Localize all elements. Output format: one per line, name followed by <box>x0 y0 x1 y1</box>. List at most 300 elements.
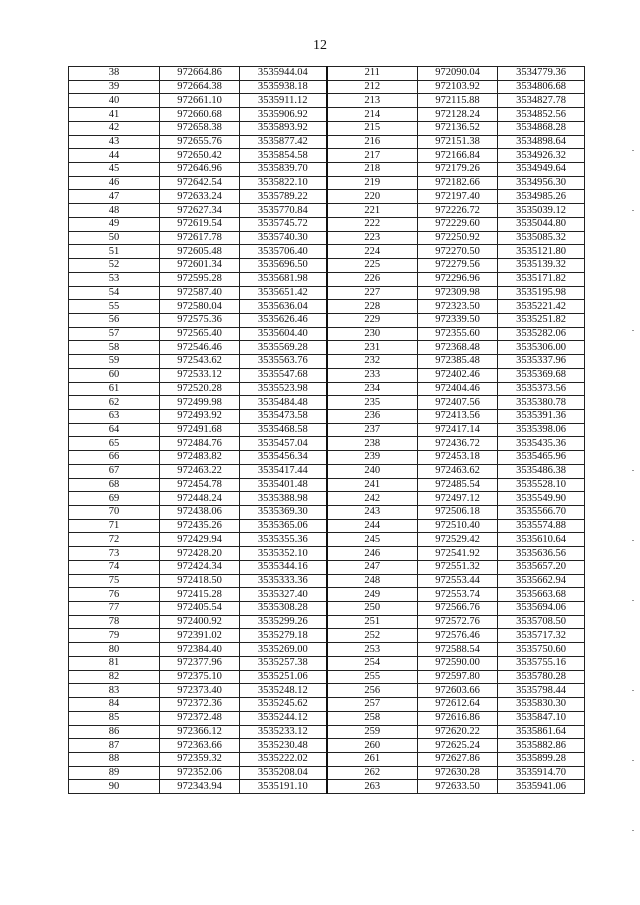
point-number-left: 68 <box>69 478 160 492</box>
y-coordinate-right: 3535373.56 <box>498 382 585 396</box>
y-coordinate-left: 3535352.10 <box>240 547 327 561</box>
x-coordinate-left: 972373.40 <box>160 684 240 698</box>
x-coordinate-left: 972601.34 <box>160 259 240 273</box>
y-coordinate-right: 3535882.86 <box>498 739 585 753</box>
x-coordinate-right: 972506.18 <box>418 506 498 520</box>
table-row <box>69 382 585 396</box>
y-coordinate-right: 3534985.26 <box>498 190 585 204</box>
table-row <box>69 94 585 108</box>
scan-mark <box>632 690 634 691</box>
y-coordinate-right: 3535610.64 <box>498 533 585 547</box>
y-coordinate-left: 3535626.46 <box>240 313 327 327</box>
table-row <box>69 560 585 574</box>
point-number-left: 41 <box>69 108 160 122</box>
table-row <box>69 478 585 492</box>
point-number-right: 226 <box>327 272 418 286</box>
y-coordinate-right: 3535574.88 <box>498 519 585 533</box>
y-coordinate-left: 3535308.28 <box>240 602 327 616</box>
point-number-right: 257 <box>327 698 418 712</box>
y-coordinate-right: 3534827.78 <box>498 94 585 108</box>
table-row <box>69 355 585 369</box>
x-coordinate-right: 972413.56 <box>418 409 498 423</box>
x-coordinate-right: 972616.86 <box>418 711 498 725</box>
y-coordinate-left: 3535344.16 <box>240 560 327 574</box>
point-number-right: 221 <box>327 204 418 218</box>
x-coordinate-left: 972633.24 <box>160 190 240 204</box>
y-coordinate-right: 3534949.64 <box>498 163 585 177</box>
y-coordinate-left: 3535299.26 <box>240 615 327 629</box>
point-number-right: 251 <box>327 615 418 629</box>
x-coordinate-left: 972359.32 <box>160 752 240 766</box>
y-coordinate-left: 3535401.48 <box>240 478 327 492</box>
x-coordinate-left: 972655.76 <box>160 135 240 149</box>
scan-mark <box>632 330 634 331</box>
point-number-left: 88 <box>69 752 160 766</box>
x-coordinate-left: 972372.48 <box>160 711 240 725</box>
x-coordinate-left: 972543.62 <box>160 355 240 369</box>
table-row <box>69 286 585 300</box>
y-coordinate-left: 3535355.36 <box>240 533 327 547</box>
y-coordinate-left: 3535770.84 <box>240 204 327 218</box>
y-coordinate-right: 3535657.20 <box>498 560 585 574</box>
point-number-right: 254 <box>327 656 418 670</box>
y-coordinate-left: 3535854.58 <box>240 149 327 163</box>
y-coordinate-left: 3535569.28 <box>240 341 327 355</box>
table-row <box>69 574 585 588</box>
page-number: 12 <box>313 38 327 53</box>
point-number-left: 83 <box>69 684 160 698</box>
y-coordinate-left: 3535456.34 <box>240 451 327 465</box>
y-coordinate-left: 3535473.58 <box>240 409 327 423</box>
y-coordinate-right: 3535398.06 <box>498 423 585 437</box>
table-row <box>69 725 585 739</box>
point-number-right: 239 <box>327 451 418 465</box>
point-number-left: 86 <box>69 725 160 739</box>
table-row <box>69 272 585 286</box>
point-number-left: 78 <box>69 615 160 629</box>
x-coordinate-right: 972627.86 <box>418 752 498 766</box>
y-coordinate-left: 3535938.18 <box>240 80 327 94</box>
table-row <box>69 396 585 410</box>
point-number-right: 261 <box>327 752 418 766</box>
y-coordinate-right: 3535139.32 <box>498 259 585 273</box>
x-coordinate-left: 972664.38 <box>160 80 240 94</box>
x-coordinate-right: 972128.24 <box>418 108 498 122</box>
x-coordinate-right: 972463.62 <box>418 464 498 478</box>
point-number-right: 225 <box>327 259 418 273</box>
point-number-right: 249 <box>327 588 418 602</box>
point-number-right: 242 <box>327 492 418 506</box>
x-coordinate-left: 972580.04 <box>160 300 240 314</box>
table-row <box>69 135 585 149</box>
y-coordinate-left: 3535279.18 <box>240 629 327 643</box>
y-coordinate-left: 3535251.06 <box>240 670 327 684</box>
y-coordinate-left: 3535563.76 <box>240 355 327 369</box>
x-coordinate-left: 972429.94 <box>160 533 240 547</box>
y-coordinate-left: 3535484.48 <box>240 396 327 410</box>
y-coordinate-left: 3535191.10 <box>240 780 327 794</box>
x-coordinate-left: 972400.92 <box>160 615 240 629</box>
x-coordinate-right: 972402.46 <box>418 368 498 382</box>
point-number-left: 82 <box>69 670 160 684</box>
point-number-right: 240 <box>327 464 418 478</box>
y-coordinate-right: 3535914.70 <box>498 766 585 780</box>
y-coordinate-right: 3535391.36 <box>498 409 585 423</box>
point-number-left: 63 <box>69 409 160 423</box>
x-coordinate-right: 972309.98 <box>418 286 498 300</box>
y-coordinate-left: 3535327.40 <box>240 588 327 602</box>
table-row <box>69 643 585 657</box>
y-coordinate-left: 3535333.36 <box>240 574 327 588</box>
point-number-left: 54 <box>69 286 160 300</box>
point-number-right: 235 <box>327 396 418 410</box>
point-number-left: 90 <box>69 780 160 794</box>
x-coordinate-left: 972575.36 <box>160 313 240 327</box>
point-number-left: 87 <box>69 739 160 753</box>
point-number-right: 262 <box>327 766 418 780</box>
x-coordinate-right: 972510.40 <box>418 519 498 533</box>
y-coordinate-right: 3535369.68 <box>498 368 585 382</box>
point-number-left: 72 <box>69 533 160 547</box>
y-coordinate-left: 3535468.58 <box>240 423 327 437</box>
point-number-left: 58 <box>69 341 160 355</box>
point-number-left: 69 <box>69 492 160 506</box>
point-number-left: 77 <box>69 602 160 616</box>
point-number-left: 40 <box>69 94 160 108</box>
table-row <box>69 423 585 437</box>
table-row <box>69 190 585 204</box>
point-number-right: 243 <box>327 506 418 520</box>
point-number-right: 217 <box>327 149 418 163</box>
point-number-right: 245 <box>327 533 418 547</box>
table-row <box>69 464 585 478</box>
x-coordinate-right: 972436.72 <box>418 437 498 451</box>
point-number-left: 62 <box>69 396 160 410</box>
point-number-left: 48 <box>69 204 160 218</box>
y-coordinate-right: 3535251.82 <box>498 313 585 327</box>
point-number-left: 53 <box>69 272 160 286</box>
y-coordinate-right: 3534868.28 <box>498 121 585 135</box>
table-row <box>69 656 585 670</box>
table-row <box>69 409 585 423</box>
coordinates-table-body <box>69 67 585 794</box>
y-coordinate-left: 3535244.12 <box>240 711 327 725</box>
point-number-left: 70 <box>69 506 160 520</box>
point-number-right: 255 <box>327 670 418 684</box>
point-number-left: 66 <box>69 451 160 465</box>
x-coordinate-right: 972553.44 <box>418 574 498 588</box>
x-coordinate-left: 972661.10 <box>160 94 240 108</box>
table-row <box>69 492 585 506</box>
y-coordinate-right: 3535694.06 <box>498 602 585 616</box>
y-coordinate-left: 3535222.02 <box>240 752 327 766</box>
point-number-left: 84 <box>69 698 160 712</box>
y-coordinate-right: 3535528.10 <box>498 478 585 492</box>
x-coordinate-right: 972417.14 <box>418 423 498 437</box>
point-number-left: 67 <box>69 464 160 478</box>
point-number-left: 50 <box>69 231 160 245</box>
x-coordinate-right: 972090.04 <box>418 67 498 81</box>
x-coordinate-right: 972166.84 <box>418 149 498 163</box>
point-number-right: 247 <box>327 560 418 574</box>
x-coordinate-left: 972646.96 <box>160 163 240 177</box>
x-coordinate-left: 972375.10 <box>160 670 240 684</box>
x-coordinate-left: 972491.68 <box>160 423 240 437</box>
point-number-left: 64 <box>69 423 160 437</box>
x-coordinate-left: 972520.28 <box>160 382 240 396</box>
x-coordinate-right: 972279.56 <box>418 259 498 273</box>
table-row <box>69 300 585 314</box>
x-coordinate-right: 972226.72 <box>418 204 498 218</box>
point-number-right: 256 <box>327 684 418 698</box>
table-row <box>69 519 585 533</box>
point-number-right: 231 <box>327 341 418 355</box>
y-coordinate-right: 3535636.56 <box>498 547 585 561</box>
scan-edge-marks <box>630 0 634 905</box>
x-coordinate-right: 972485.54 <box>418 478 498 492</box>
point-number-right: 258 <box>327 711 418 725</box>
y-coordinate-left: 3535208.04 <box>240 766 327 780</box>
x-coordinate-right: 972625.24 <box>418 739 498 753</box>
y-coordinate-right: 3535337.96 <box>498 355 585 369</box>
point-number-left: 75 <box>69 574 160 588</box>
x-coordinate-left: 972642.54 <box>160 176 240 190</box>
x-coordinate-left: 972415.28 <box>160 588 240 602</box>
y-coordinate-left: 3535944.04 <box>240 67 327 81</box>
scan-mark <box>632 830 634 831</box>
table-row <box>69 245 585 259</box>
y-coordinate-right: 3535195.98 <box>498 286 585 300</box>
point-number-left: 89 <box>69 766 160 780</box>
point-number-right: 212 <box>327 80 418 94</box>
point-number-right: 259 <box>327 725 418 739</box>
scan-mark <box>632 470 634 471</box>
x-coordinate-left: 972499.98 <box>160 396 240 410</box>
x-coordinate-right: 972296.96 <box>418 272 498 286</box>
point-number-left: 47 <box>69 190 160 204</box>
x-coordinate-right: 972182.66 <box>418 176 498 190</box>
x-coordinate-left: 972605.48 <box>160 245 240 259</box>
x-coordinate-left: 972664.86 <box>160 67 240 81</box>
table-row <box>69 588 585 602</box>
point-number-right: 250 <box>327 602 418 616</box>
table-row <box>69 506 585 520</box>
x-coordinate-right: 972179.26 <box>418 163 498 177</box>
y-coordinate-right: 3534852.56 <box>498 108 585 122</box>
y-coordinate-left: 3535906.92 <box>240 108 327 122</box>
x-coordinate-left: 972619.54 <box>160 217 240 231</box>
point-number-left: 76 <box>69 588 160 602</box>
table-row <box>69 684 585 698</box>
y-coordinate-left: 3535417.44 <box>240 464 327 478</box>
x-coordinate-left: 972363.66 <box>160 739 240 753</box>
x-coordinate-left: 972438.06 <box>160 506 240 520</box>
y-coordinate-right: 3535171.82 <box>498 272 585 286</box>
x-coordinate-left: 972448.24 <box>160 492 240 506</box>
point-number-left: 61 <box>69 382 160 396</box>
table-row <box>69 231 585 245</box>
point-number-left: 44 <box>69 149 160 163</box>
table-row <box>69 217 585 231</box>
point-number-left: 42 <box>69 121 160 135</box>
point-number-left: 55 <box>69 300 160 314</box>
x-coordinate-right: 972323.50 <box>418 300 498 314</box>
x-coordinate-right: 972597.80 <box>418 670 498 684</box>
x-coordinate-right: 972633.50 <box>418 780 498 794</box>
point-number-right: 241 <box>327 478 418 492</box>
table-row <box>69 163 585 177</box>
table-row <box>69 121 585 135</box>
y-coordinate-right: 3535798.44 <box>498 684 585 698</box>
x-coordinate-left: 972493.92 <box>160 409 240 423</box>
y-coordinate-right: 3535717.32 <box>498 629 585 643</box>
point-number-left: 52 <box>69 259 160 273</box>
y-coordinate-right: 3535830.30 <box>498 698 585 712</box>
y-coordinate-right: 3535221.42 <box>498 300 585 314</box>
y-coordinate-right: 3535662.94 <box>498 574 585 588</box>
point-number-right: 219 <box>327 176 418 190</box>
table-row <box>69 547 585 561</box>
point-number-right: 211 <box>327 67 418 81</box>
point-number-left: 71 <box>69 519 160 533</box>
x-coordinate-right: 972551.32 <box>418 560 498 574</box>
table-row <box>69 259 585 273</box>
x-coordinate-left: 972366.12 <box>160 725 240 739</box>
table-row <box>69 149 585 163</box>
y-coordinate-left: 3535257.38 <box>240 656 327 670</box>
point-number-left: 80 <box>69 643 160 657</box>
table-row <box>69 533 585 547</box>
y-coordinate-right: 3534898.64 <box>498 135 585 149</box>
x-coordinate-right: 972553.74 <box>418 588 498 602</box>
y-coordinate-left: 3535388.98 <box>240 492 327 506</box>
point-number-right: 218 <box>327 163 418 177</box>
table-row <box>69 670 585 684</box>
x-coordinate-right: 972566.76 <box>418 602 498 616</box>
y-coordinate-left: 3535789.22 <box>240 190 327 204</box>
x-coordinate-right: 972250.92 <box>418 231 498 245</box>
y-coordinate-left: 3535911.12 <box>240 94 327 108</box>
x-coordinate-left: 972484.76 <box>160 437 240 451</box>
y-coordinate-right: 3535380.78 <box>498 396 585 410</box>
y-coordinate-right: 3535847.10 <box>498 711 585 725</box>
y-coordinate-right: 3534806.68 <box>498 80 585 94</box>
x-coordinate-left: 972595.28 <box>160 272 240 286</box>
x-coordinate-right: 972588.54 <box>418 643 498 657</box>
y-coordinate-right: 3535435.36 <box>498 437 585 451</box>
point-number-right: 220 <box>327 190 418 204</box>
point-number-left: 43 <box>69 135 160 149</box>
y-coordinate-left: 3535523.98 <box>240 382 327 396</box>
point-number-right: 232 <box>327 355 418 369</box>
x-coordinate-left: 972405.54 <box>160 602 240 616</box>
point-number-right: 248 <box>327 574 418 588</box>
point-number-left: 65 <box>69 437 160 451</box>
x-coordinate-left: 972587.40 <box>160 286 240 300</box>
point-number-left: 60 <box>69 368 160 382</box>
y-coordinate-left: 3535365.06 <box>240 519 327 533</box>
x-coordinate-left: 972463.22 <box>160 464 240 478</box>
table-row <box>69 108 585 122</box>
x-coordinate-left: 972391.02 <box>160 629 240 643</box>
x-coordinate-right: 972151.38 <box>418 135 498 149</box>
y-coordinate-right: 3535708.50 <box>498 615 585 629</box>
point-number-right: 213 <box>327 94 418 108</box>
point-number-right: 229 <box>327 313 418 327</box>
y-coordinate-left: 3535822.10 <box>240 176 327 190</box>
x-coordinate-left: 972658.38 <box>160 121 240 135</box>
y-coordinate-left: 3535269.00 <box>240 643 327 657</box>
x-coordinate-left: 972424.34 <box>160 560 240 574</box>
table-row <box>69 739 585 753</box>
y-coordinate-right: 3535899.28 <box>498 752 585 766</box>
point-number-right: 215 <box>327 121 418 135</box>
point-number-left: 57 <box>69 327 160 341</box>
table-row <box>69 780 585 794</box>
x-coordinate-left: 972660.68 <box>160 108 240 122</box>
table-row <box>69 437 585 451</box>
y-coordinate-left: 3535248.12 <box>240 684 327 698</box>
x-coordinate-left: 972377.96 <box>160 656 240 670</box>
point-number-right: 230 <box>327 327 418 341</box>
x-coordinate-right: 972368.48 <box>418 341 498 355</box>
table-row <box>69 204 585 218</box>
table-row <box>69 752 585 766</box>
point-number-right: 253 <box>327 643 418 657</box>
point-number-right: 252 <box>327 629 418 643</box>
x-coordinate-left: 972435.26 <box>160 519 240 533</box>
y-coordinate-left: 3535877.42 <box>240 135 327 149</box>
point-number-right: 216 <box>327 135 418 149</box>
x-coordinate-left: 972372.36 <box>160 698 240 712</box>
y-coordinate-left: 3535636.04 <box>240 300 327 314</box>
point-number-right: 233 <box>327 368 418 382</box>
y-coordinate-left: 3535745.72 <box>240 217 327 231</box>
x-coordinate-right: 972407.56 <box>418 396 498 410</box>
point-number-left: 51 <box>69 245 160 259</box>
scan-mark <box>632 600 634 601</box>
point-number-left: 38 <box>69 67 160 81</box>
y-coordinate-right: 3535566.70 <box>498 506 585 520</box>
table-row <box>69 629 585 643</box>
x-coordinate-right: 972497.12 <box>418 492 498 506</box>
point-number-right: 214 <box>327 108 418 122</box>
y-coordinate-right: 3534779.36 <box>498 67 585 81</box>
point-number-left: 56 <box>69 313 160 327</box>
x-coordinate-right: 972603.66 <box>418 684 498 698</box>
x-coordinate-right: 972541.92 <box>418 547 498 561</box>
point-number-right: 244 <box>327 519 418 533</box>
y-coordinate-right: 3535750.60 <box>498 643 585 657</box>
point-number-left: 79 <box>69 629 160 643</box>
point-number-right: 260 <box>327 739 418 753</box>
y-coordinate-left: 3535547.68 <box>240 368 327 382</box>
table-row <box>69 80 585 94</box>
y-coordinate-right: 3535306.00 <box>498 341 585 355</box>
y-coordinate-right: 3535039.12 <box>498 204 585 218</box>
x-coordinate-right: 972453.18 <box>418 451 498 465</box>
table-row <box>69 766 585 780</box>
point-number-left: 49 <box>69 217 160 231</box>
y-coordinate-left: 3535740.30 <box>240 231 327 245</box>
table-row <box>69 698 585 712</box>
x-coordinate-right: 972355.60 <box>418 327 498 341</box>
y-coordinate-left: 3535457.04 <box>240 437 327 451</box>
point-number-left: 74 <box>69 560 160 574</box>
point-number-left: 46 <box>69 176 160 190</box>
x-coordinate-left: 972483.82 <box>160 451 240 465</box>
scan-mark <box>632 540 634 541</box>
